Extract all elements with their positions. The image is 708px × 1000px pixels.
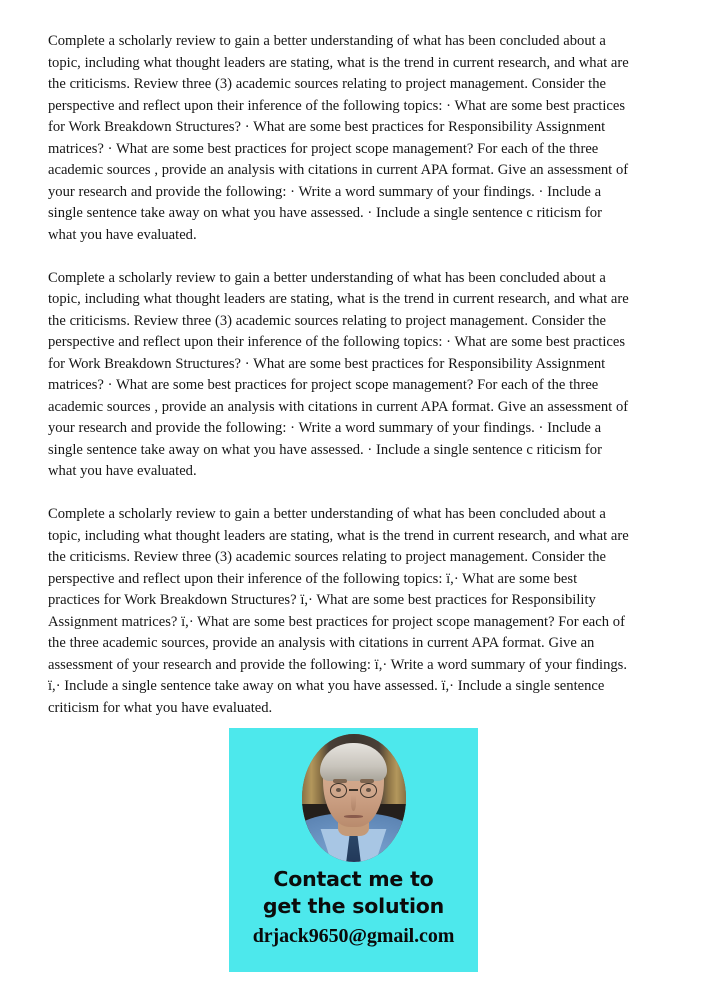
eyeglasses-bridge-icon — [349, 789, 357, 791]
contact-headline-line-2: get the solution — [262, 894, 445, 918]
avatar-photo — [302, 734, 406, 862]
avatar — [302, 734, 406, 862]
paragraph-3: Complete a scholarly review to gain a better understanding of what has been concluded about a topic, including what thought leaders are stating, what is the trend in current research, and what are the criticisms. Review three (3) academic sources relating to project management. Consider the perspective and reflect upon their inference of the following topics: ï,· What are some best practices for Work Breakdown Structures? ï,· What are some best practices for Responsibility Assignment matrices? ï,· What are some best practices for project scope management? For each of the three academic sources, provide an analysis with citations in current APA format. Give an assessment of your research and provide the following: ï,· Write a word summary of your findings. ï,· Include a single sentence take away on what you have assessed. ï,· Include a single sentence criticism for what you have evaluated. — [48, 506, 629, 716]
photo-nose — [351, 795, 356, 810]
contact-email[interactable]: drjack9650@gmail.com — [252, 925, 455, 947]
document-body — [48, 31, 632, 741]
contact-card — [229, 728, 478, 972]
eyeglasses-lens-left-icon — [330, 783, 348, 798]
paragraph-1: Complete a scholarly review to gain a better understanding of what has been concluded about a topic, including what thought leaders are stating, what is the trend in current research, and what are the criticisms. Review three (3) academic sources relating to project management. Consider the perspective and reflect upon their inference of the following topics: · What are some best practices for Work Breakdown Structures? · What are some best practices for Responsibility Assignment matrices? · What are some best practices for project scope management? For each of the three academic sources , provide an analysis with citations in current APA format. Give an assessment of your research and provide the following: · Write a word summary of your findings. · Include a single sentence take away on what you have assessed. · Include a single sentence c riticism for what you have evaluated. — [48, 33, 629, 243]
photo-mouth — [344, 815, 363, 818]
contact-headline-line-1: Contact me to — [273, 867, 434, 891]
paragraph-2: Complete a scholarly review to gain a better understanding of what has been concluded about a topic, including what thought leaders are stating, what is the trend in current research, and what are the criticisms. Review three (3) academic sources relating to project management. Consider the perspective and reflect upon their inference of the following topics: · What are some best practices for Work Breakdown Structures? · What are some best practices for Responsibility Assignment matrices? · What are some best practices for project scope management? For each of the three academic sources , provide an analysis with citations in current APA format. Give an assessment of your research and provide the following: · Write a word summary of your findings. · Include a single sentence take away on what you have assessed. · Include a single sentence c riticism for what you have evaluated. — [48, 269, 629, 479]
